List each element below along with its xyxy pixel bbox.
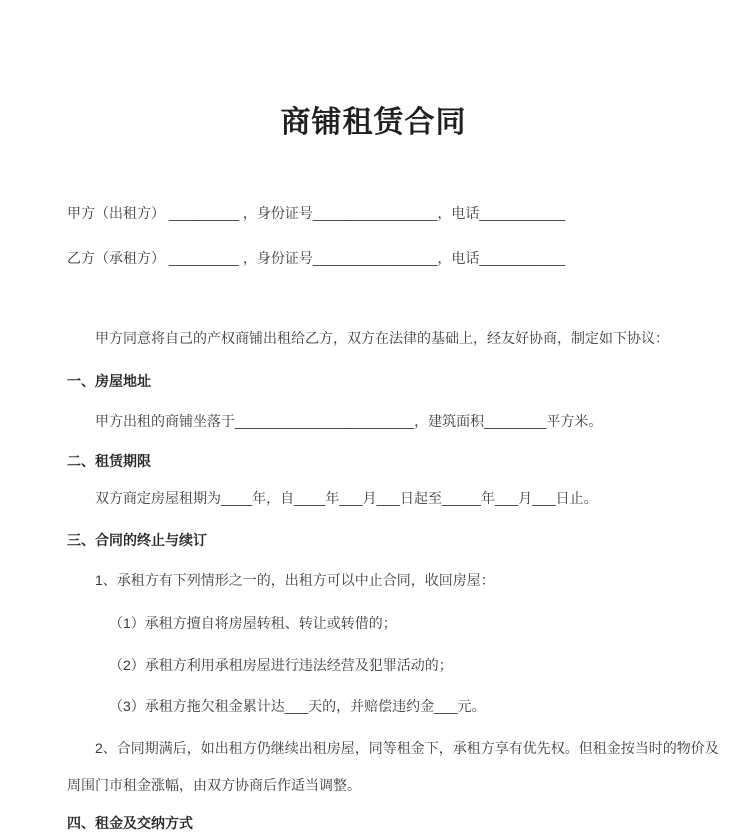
section-2-heading: 二、租赁期限 (67, 453, 151, 469)
section-1-body: 甲方出租的商铺坐落于_______________________，建筑面积________平方米。 (95, 413, 603, 429)
section-3-clause-1: 1、承租方有下列情形之一的，出租方可以中止合同，收回房屋： (95, 572, 495, 588)
contract-title: 商铺租赁合同 (280, 106, 467, 139)
party-b-line: 乙方（承租方） _________ ，身份证号________________，电话___________ (67, 250, 566, 266)
section-2-body: 双方商定房屋租期为____年，自____年___月___日起至_____年___月___日止。 (95, 490, 598, 506)
section-3-heading: 三、合同的终止与续订 (67, 532, 207, 548)
section-1-heading: 一、房屋地址 (67, 373, 151, 389)
party-a-line: 甲方（出租方） _________ ，身份证号________________，电话___________ (67, 205, 566, 221)
section-4-heading: 四、租金及交纳方式 (67, 815, 193, 831)
section-3-clause-1-sub-3: （3）承租方拖欠租金累计达___天的，并赔偿违约金___元。 (109, 698, 486, 714)
intro-paragraph: 甲方同意将自己的产权商铺出租给乙方，双方在法律的基础上，经友好协商，制定如下协议： (95, 330, 669, 346)
section-3-clause-2: 2、合同期满后，如出租方仍继续出租房屋，同等租金下，承租方享有优先权。但租金按当时的物价及周围门市租金涨幅，由双方协商后作适当调整。 (67, 740, 719, 793)
contract-body (67, 195, 727, 835)
section-3-clause-1-sub-2: （2）承租方利用承租房屋进行违法经营及犯罪活动的； (109, 657, 453, 673)
section-3-clause-1-sub-1: （1）承租方擅自将房屋转租、转让或转借的； (109, 615, 397, 631)
